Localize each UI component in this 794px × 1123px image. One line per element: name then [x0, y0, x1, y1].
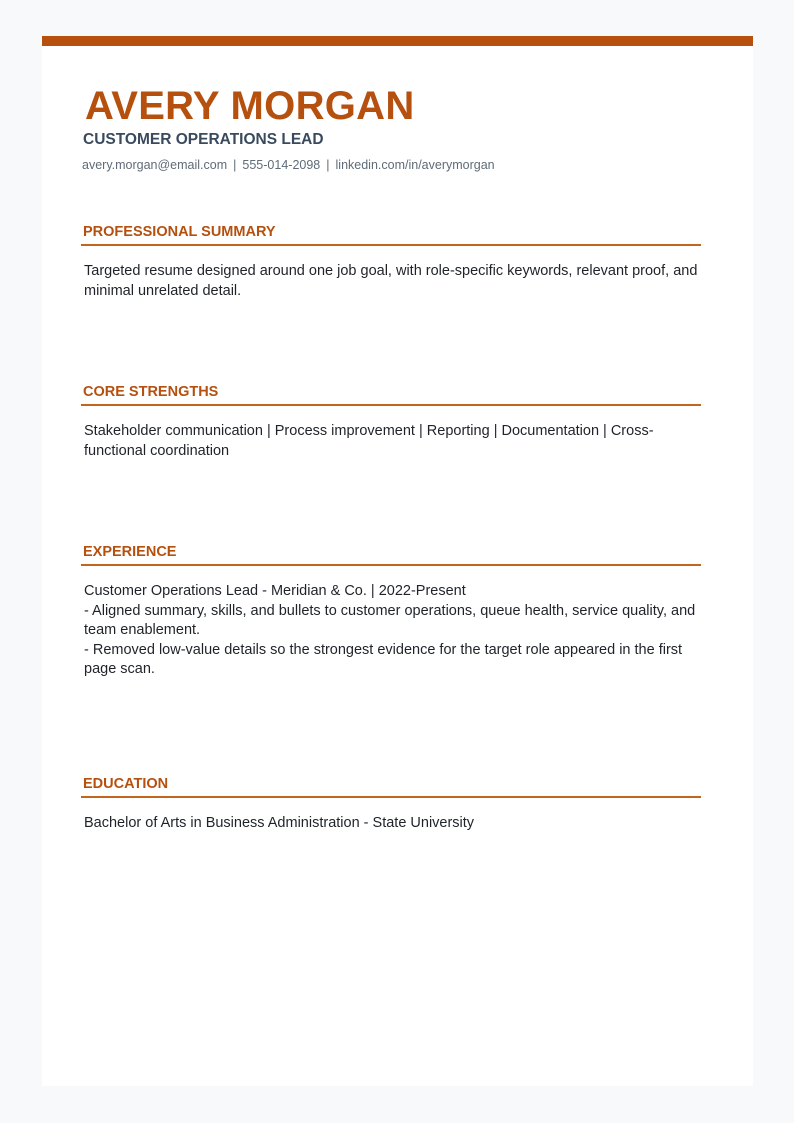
accent-top-bar: [42, 36, 753, 46]
contact-line: [82, 157, 495, 173]
section-professional-summary: [81, 222, 701, 301]
summary-text: Targeted resume designed around one job goal, with role-specific keywords, relevant proof, and minimal unrelated detail.: [84, 263, 698, 299]
section-experience: [81, 542, 701, 680]
resume-page: [42, 36, 753, 1086]
contact-linkedin: linkedin.com/in/averymorgan: [335, 158, 495, 172]
strengths-body: [81, 406, 701, 461]
candidate-name: AVERY MORGAN: [85, 84, 415, 128]
education-body: [81, 798, 701, 834]
section-title-education: EDUCATION: [81, 774, 701, 798]
section-education: [81, 774, 701, 834]
contact-email: avery.morgan@email.com: [82, 158, 228, 172]
section-title-experience: EXPERIENCE: [81, 542, 701, 566]
candidate-role: CUSTOMER OPERATIONS LEAD: [83, 131, 324, 148]
experience-body: [81, 566, 701, 680]
education-text: Bachelor of Arts in Business Administration - State University: [84, 815, 475, 831]
section-title-strengths: CORE STRENGTHS: [81, 382, 701, 406]
experience-job-line: Customer Operations Lead - Meridian & Co. | 2022-Present: [84, 583, 466, 599]
experience-bullet: - Removed low-value details so the strongest evidence for the target role appeared in the first page scan.: [84, 641, 683, 677]
contact-separator: |: [233, 158, 237, 172]
section-core-strengths: [81, 382, 701, 461]
contact-separator: |: [326, 158, 330, 172]
strengths-text: Stakeholder communication | Process improvement | Reporting | Documentation | Cross-functional coordination: [84, 423, 654, 459]
experience-bullet: - Aligned summary, skills, and bullets to customer operations, queue health, service quality, and team enablement.: [84, 602, 696, 638]
contact-phone: 555-014-2098: [242, 158, 321, 172]
section-title-summary: PROFESSIONAL SUMMARY: [81, 222, 701, 246]
summary-body: [81, 246, 701, 301]
